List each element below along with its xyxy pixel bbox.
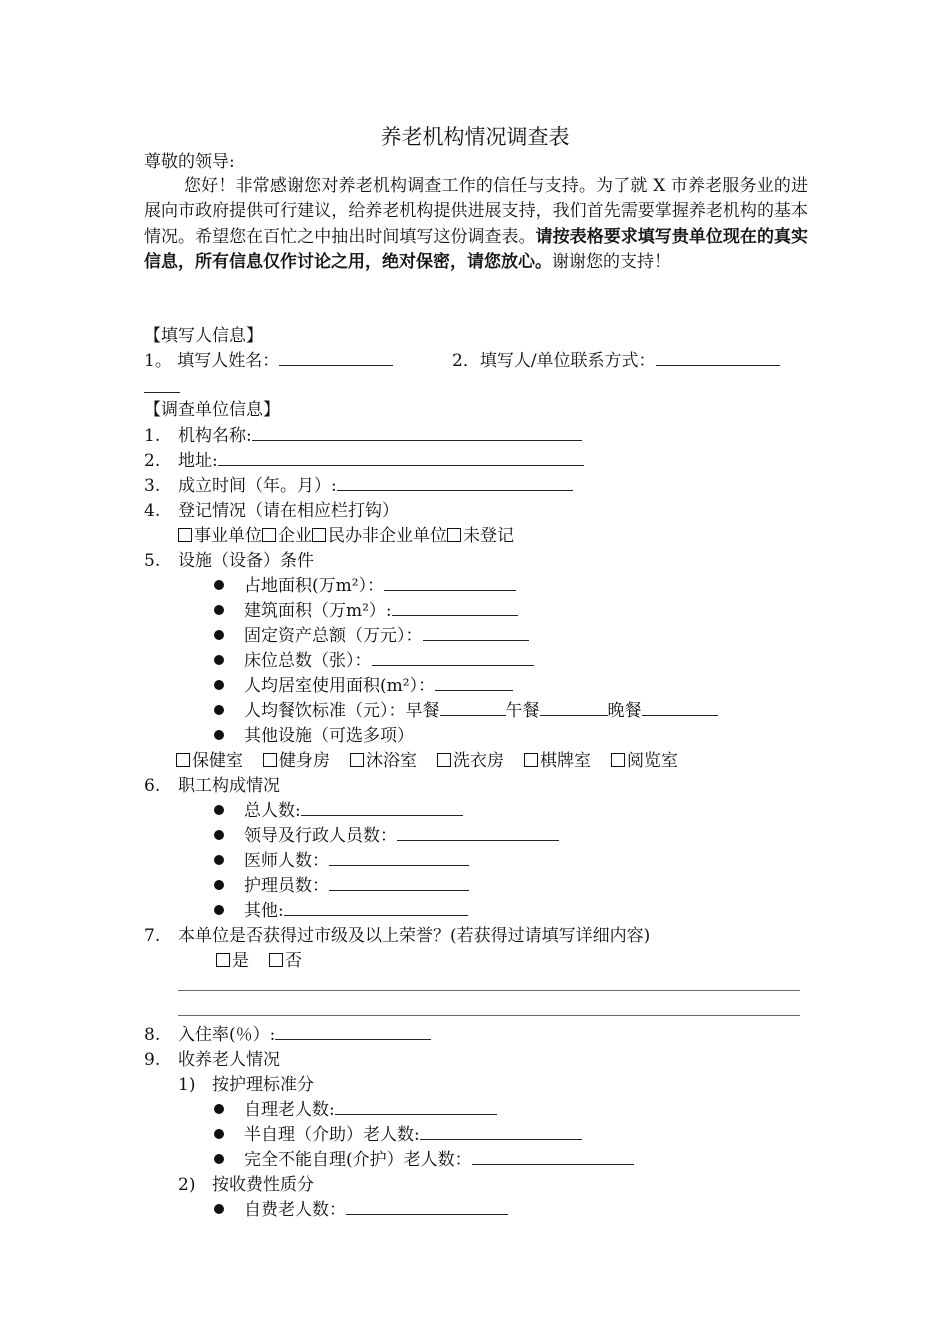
institution-name-field[interactable] [252,424,582,441]
honor-yes-checkbox[interactable] [216,953,230,967]
total-staff-field[interactable] [301,799,463,816]
self-paying-count-field[interactable] [346,1198,508,1215]
honor-details-line-1[interactable] [178,990,800,991]
facility-item-label: 人均居室使用面积(m²）： [244,676,436,696]
other-facilities-item [214,724,414,749]
q9-sub2-label: 按收费性质分 [212,1175,314,1195]
q1-label: 机构名称: [178,426,252,446]
facility-item [214,649,534,674]
elderly-item [214,1098,497,1123]
bullet-icon [214,705,224,715]
doctor-count-field[interactable] [329,849,469,866]
elderly-item [214,1123,582,1148]
staff-item-label: 护理员数： [244,876,329,896]
facility-checkbox-game-room[interactable] [524,753,538,767]
unit-section-header: 【调查单位信息】 [144,400,280,420]
staff-item [214,824,559,849]
bullet-icon [214,880,224,890]
q2-label: 地址: [178,451,218,471]
breakfast-field[interactable] [440,699,506,716]
q6-row [144,774,280,799]
address-field[interactable] [218,449,584,466]
bullet-icon [214,1129,224,1139]
staff-item [214,849,469,874]
q6-label: 职工构成情况 [178,776,280,796]
facility-item [214,674,513,699]
q4-label: 登记情况（请在相应栏打钩） [178,501,399,521]
q5-label: 设施（设备）条件 [178,551,314,571]
bullet-icon [214,830,224,840]
elderly-item-label: 半自理（介助）老人数: [244,1125,420,1145]
filler-name-row [144,349,393,374]
facility-item [214,574,516,599]
q9-row [144,1048,280,1073]
staff-item [214,899,468,924]
registration-option-label: 未登记 [463,526,514,546]
facility-item-label: 床位总数（张）： [244,651,372,671]
q7-number: 7. [144,926,161,946]
q5-row [144,549,314,574]
filler-section-header: 【填写人信息】 [144,326,263,346]
facility-options [176,749,678,774]
honor-yes-label: 是 [232,951,249,971]
meal-standard-label: 人均餐饮标准（元）：早餐 [244,701,440,721]
filler-contact-row [452,349,780,374]
dinner-label: 晚餐 [607,701,642,721]
facility-checkbox-reading-room[interactable] [611,753,625,767]
meal-standard-item [214,699,718,724]
filler-contact-label: 2．填写人/单位联系方式： [452,351,656,371]
q8-label: 入住率(％）: [178,1025,276,1045]
dinner-field[interactable] [642,699,718,716]
semi-self-care-count-field[interactable] [420,1123,582,1140]
staff-item [214,874,469,899]
filler-contact-field-continued[interactable] [144,392,180,393]
q1-number: 1. [144,426,161,446]
q8-number: 8. [144,1025,161,1045]
lunch-field[interactable] [540,699,608,716]
registration-checkbox-public[interactable] [178,528,192,542]
q2-row [144,449,584,474]
q5-number: 5. [144,551,161,571]
occupancy-rate-field[interactable] [275,1023,431,1040]
registration-option-label: 事业单位 [194,526,262,546]
self-care-count-field[interactable] [335,1098,497,1115]
registration-checkbox-unregistered[interactable] [447,528,461,542]
facility-option-label: 健身房 [279,751,330,771]
bullet-icon [214,680,224,690]
honor-no-checkbox[interactable] [269,953,283,967]
q8-row [144,1023,431,1048]
facility-checkbox-bath-room[interactable] [350,753,364,767]
q9-sub1-label: 按护理标准分 [212,1075,314,1095]
facility-option-label: 沐浴室 [366,751,417,771]
bullet-icon [214,1104,224,1114]
land-area-field[interactable] [384,574,516,591]
honor-details-line-2[interactable] [178,1015,800,1016]
bullet-icon [214,805,224,815]
q9-sub1-number: 1) [178,1075,196,1095]
staff-item [214,799,463,824]
bullet-icon [214,905,224,915]
bullet-icon [214,580,224,590]
lunch-label: 午餐 [505,701,540,721]
intro-paragraph [144,174,808,276]
facility-option-label: 阅览室 [627,751,678,771]
facility-item [214,624,529,649]
bullet-icon [214,630,224,640]
facility-option-label: 棋牌室 [540,751,591,771]
q3-row [144,474,573,499]
building-area-field[interactable] [392,599,518,616]
intro-bold-text: 请按表格要求填写贵单位现在的真实信息，所有信息仅作讨论之用，绝对保密，请您放心。 [144,226,809,273]
registration-option-label: 民办非企业单位 [328,526,447,546]
elderly-item [214,1198,508,1223]
q9-sub1-row [178,1073,314,1098]
intro-text: 您好！非常感谢您对养老机构调查工作的信任与支持。为了就 X 市养老服务业的进展向市政府提供可行建议，给养老机构提供进展支持，我们首先需要掌握养老机构的基本情况。希望您在百忙之中抽出时间填写这份调查表。 [144,176,808,247]
registration-checkbox-private-nonprofit[interactable] [312,528,326,542]
facility-option-label: 洗衣房 [453,751,504,771]
q7-label: 本单位是否获得过市级及以上荣誉？(若获得过请填写详细内容) [178,926,651,946]
q1-row [144,424,582,449]
staff-item-label: 其他: [244,901,284,921]
registration-option-label: 企业 [278,526,312,546]
filler-name-field[interactable] [279,349,393,366]
q3-number: 3. [144,476,161,496]
other-facilities-label: 其他设施（可选多项） [244,726,414,746]
caregiver-count-field[interactable] [329,874,469,891]
elderly-item-label: 自理老人数: [244,1100,335,1120]
q9-sub2-number: 2) [178,1175,196,1195]
intro-thanks: 谢谢您的支持！ [552,252,671,273]
other-staff-field[interactable] [284,899,468,916]
admin-staff-field[interactable] [397,824,559,841]
facility-checkbox-laundry[interactable] [437,753,451,767]
bullet-icon [214,1154,224,1164]
q3-label: 成立时间（年。月）: [178,476,337,496]
q9-label: 收养老人情况 [178,1050,280,1070]
salutation: 尊敬的领导: [144,152,235,172]
facility-option-label: 保健室 [192,751,243,771]
bed-count-field[interactable] [372,649,534,666]
elderly-item-label: 自费老人数： [244,1200,346,1220]
facility-checkbox-health-room[interactable] [176,753,190,767]
honor-options [216,949,302,974]
q7-row [144,924,650,949]
bullet-icon [214,655,224,665]
q4-row [144,499,399,524]
elderly-item [214,1148,634,1173]
q2-number: 2. [144,451,161,471]
registration-checkbox-enterprise[interactable] [262,528,276,542]
page-title: 养老机构情况调查表 [380,125,570,149]
facility-item-label: 占地面积(万m²）： [244,576,385,596]
facility-checkbox-gym[interactable] [263,753,277,767]
facility-item-label: 建筑面积（万m²）: [244,601,392,621]
bullet-icon [214,855,224,865]
founding-date-field[interactable] [337,474,573,491]
bullet-icon [214,730,224,740]
elderly-item-label: 完全不能自理(介护）老人数： [244,1150,472,1170]
full-care-count-field[interactable] [472,1148,634,1165]
staff-item-label: 医师人数： [244,851,329,871]
filler-name-label: 1。 填写人姓名： [144,351,280,371]
q9-sub2-row [178,1173,314,1198]
honor-no-label: 否 [285,951,302,971]
bullet-icon [214,605,224,615]
staff-item-label: 总人数: [244,801,301,821]
q6-number: 6. [144,776,161,796]
registration-options [178,524,514,549]
facility-item [214,599,518,624]
staff-item-label: 领导及行政人员数： [244,826,397,846]
q9-number: 9. [144,1050,161,1070]
room-area-field[interactable] [435,674,513,691]
filler-contact-field[interactable] [656,349,780,366]
q4-number: 4. [144,501,161,521]
fixed-assets-field[interactable] [423,624,529,641]
facility-item-label: 固定资产总额（万元）： [244,626,423,646]
bullet-icon [214,1204,224,1214]
